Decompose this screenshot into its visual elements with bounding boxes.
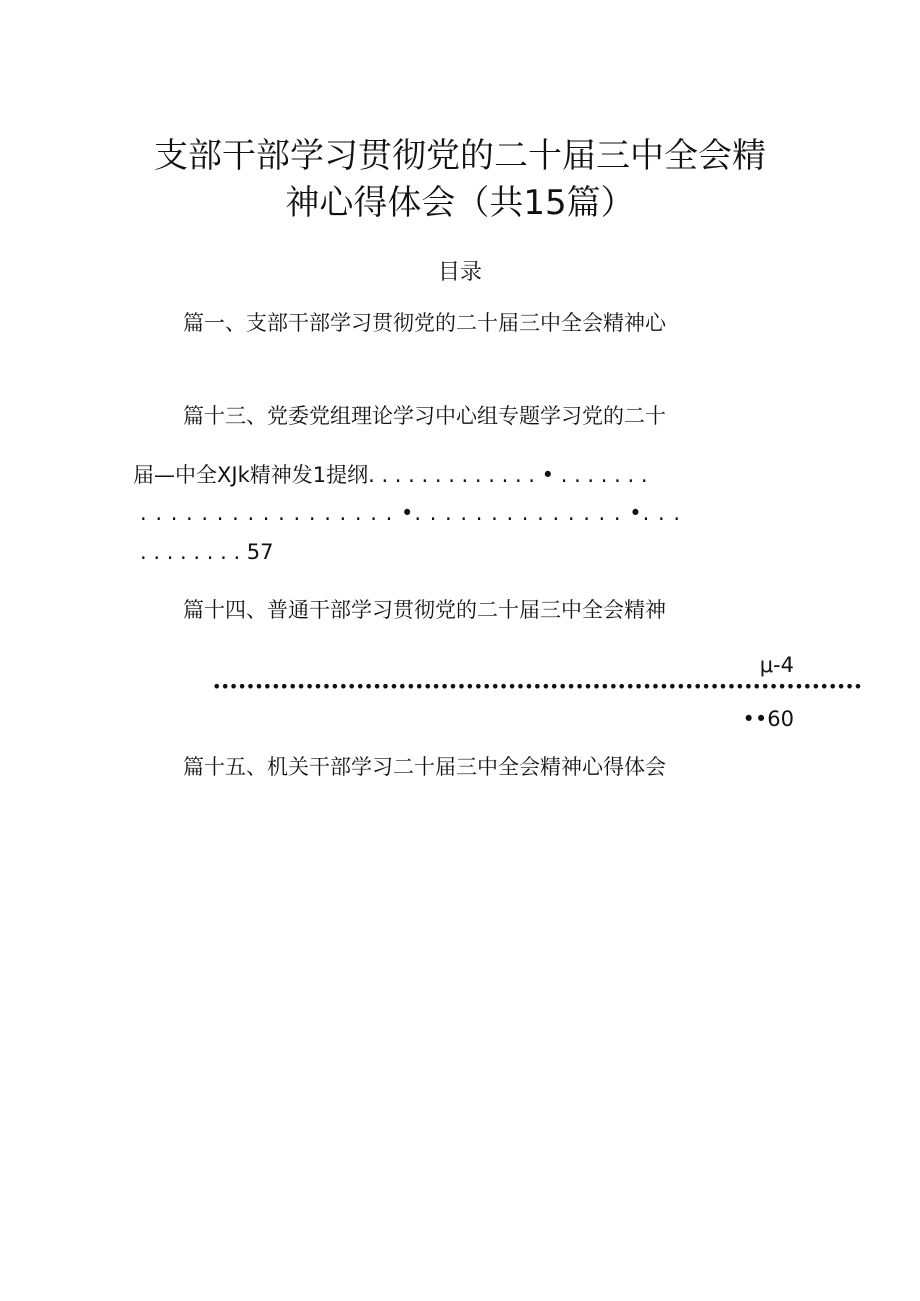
document-title-line-1: 支部干部学习贯彻党的二十届三中全会精 [154, 136, 766, 176]
toc-heading: 目录 [437, 260, 482, 285]
toc-entry-13-line-1[interactable]: 篇十三、党委党组理论学习中心组专题学习党的二十 [183, 404, 666, 428]
toc-entry-13-line-2[interactable]: 届—中全XJk精神发1提纲. . . . . . . . . . . . . • . . . . . . . [133, 463, 648, 487]
document-title-line-2: 神心得体会（共15篇） [285, 183, 635, 223]
toc-entry-14-leader-dots: ••••••••••••••••••••••••••••••••••••••••••••••••••••••••••••••••••••••••••••• [212, 677, 862, 696]
toc-entry-14-line-1[interactable]: 篇十四、普通干部学习贯彻党的二十届三中全会精神 [183, 598, 666, 622]
toc-entry-15[interactable]: 篇十五、机关干部学习二十届三中全会精神心得体会 [183, 755, 666, 779]
toc-entry-13-page-number: . . . . . . . . 57 [140, 540, 274, 564]
toc-entry-13-leader-dots: . . . . . . . . . . . . . . . . . •. . . . . . . . . . . . . . •. . . [140, 501, 682, 525]
toc-entry-14-page-number: ••60 [742, 707, 794, 731]
toc-entry-14-line-2: μ-4 [759, 653, 794, 677]
toc-entry-1[interactable]: 篇一、支部干部学习贯彻党的二十届三中全会精神心 [183, 311, 666, 335]
